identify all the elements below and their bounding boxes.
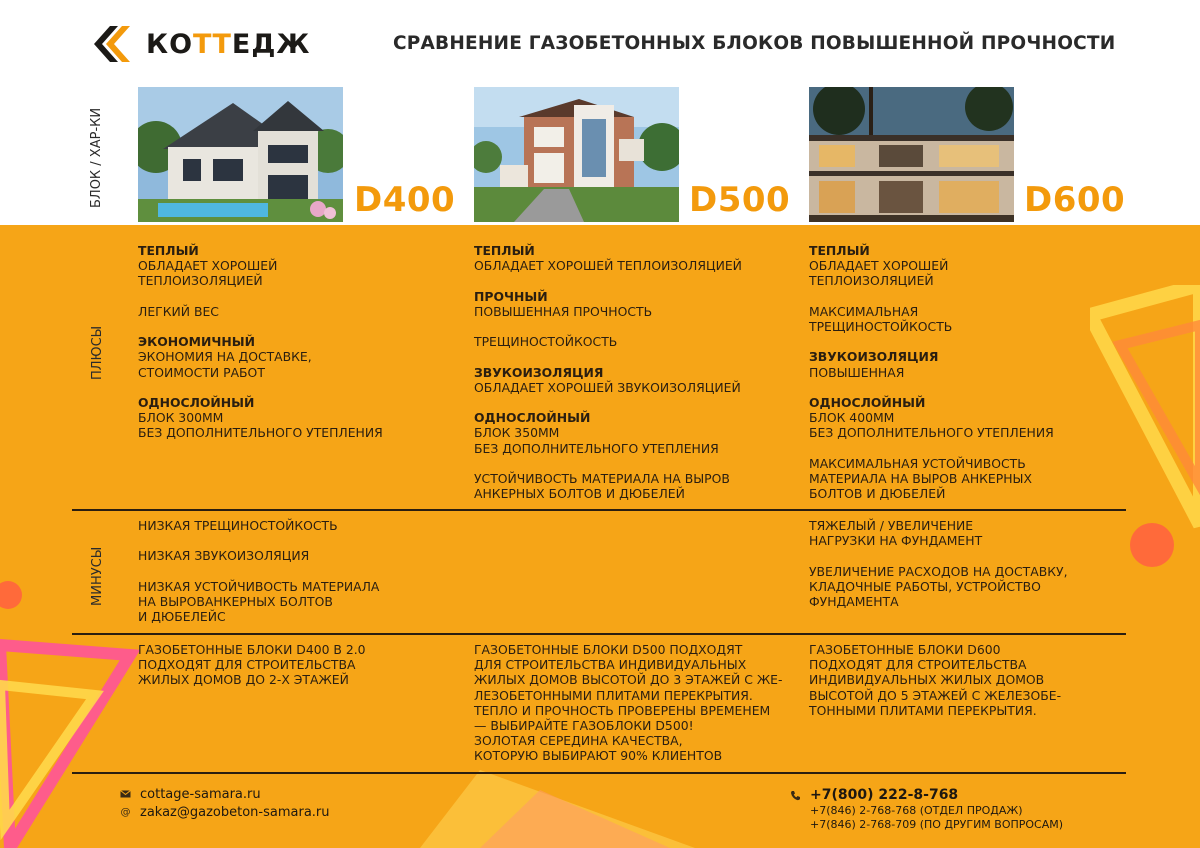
house-photo-d500 <box>474 87 679 222</box>
pro-item: ОДНОСЛОЙНЫЙ БЛОК 400ММ БЕЗ ДОПОЛНИТЕЛЬНОГО УТЕПЛЕНИЯ <box>809 394 1054 441</box>
con-item: НИЗКАЯ ЗВУКОИЗОЛЯЦИЯ <box>138 548 310 564</box>
header <box>0 0 1200 225</box>
pro-item: ТРЕЩИНОСТОЙКОСТЬ <box>474 334 618 350</box>
cons-d600 <box>809 518 1109 624</box>
divider-pros-cons <box>72 509 1126 511</box>
at-icon: @ <box>120 806 131 818</box>
pro-item: ЭКОНОМИЧНЫЙ ЭКОНОМИЯ НА ДОСТАВКЕ, СТОИМОСТИ РАБОТ <box>138 334 312 380</box>
phone-icon <box>790 790 801 801</box>
brand-name: КОТТЕДЖ <box>146 28 311 60</box>
pro-item: ТЕПЛЫЙ ОБЛАДАЕТ ХОРОШЕЙ ТЕПЛОИЗОЛЯЦИЕЙ <box>809 243 949 289</box>
usage-text: ГАЗОБЕТОННЫЕ БЛОКИ D600 ПОДХОДЯТ ДЛЯ СТРОИТЕЛЬСТВА ИНДИВИДУАЛЬНЫХ ЖИЛЫХ ДОМОВ ВЫСОТОЙ ДО 5 ЭТАЖЕЙ С ЖЕЛЕЗОБЕ- ТОННЫМИ ПЛИТАМИ ПЕРЕКРЫТИЯ. <box>809 642 1062 718</box>
usage-d600 <box>809 642 1109 733</box>
cons-d400 <box>138 518 458 640</box>
row-label-header: БЛОК / ХАР-КИ <box>89 107 104 208</box>
phone-other-link[interactable]: +7(846) 2-768-709 (ПО ДРУГИМ ВОПРОСАМ) <box>810 818 1064 831</box>
usage-text: ГАЗОБЕТОННЫЕ БЛОКИ D500 ПОДХОДЯТ ДЛЯ СТРОИТЕЛЬСТВА ИНДИВИДУАЛЬНЫХ ЖИЛЫХ ДОМОВ ВЫСОТОЙ ДО 3 ЭТАЖЕЙ С ЖЕ- ЛЕЗОБЕТОННЫМИ ПЛИТАМИ ПЕРЕКРЫТИЯ. ТЕПЛО И ПРОЧНОСТЬ ПРОВЕРЕНЫ ВРЕМЕНЕМ — ВЫБИРАЙТЕ ГАЗОБЛОКИ D500! ЗОЛОТАЯ СЕРЕДИНА КАЧЕСТВА, КОТОРУЮ ВЫБИРАЮТ 90% КЛИЕНТОВ <box>474 642 783 764</box>
con-item: НИЗКАЯ УСТОЙЧИВОСТЬ МАТЕРИАЛА НА ВЫРОВАНКЕРНЫХ БОЛТОВ И ДЮБЕЛЕЙС <box>138 578 380 625</box>
comparison-table <box>0 225 1200 848</box>
pros-d600 <box>809 243 1109 517</box>
con-item: ТЯЖЕЛЫЙ / УВЕЛИЧЕНИЕ НАГРУЗКИ НА ФУНДАМЕНТ <box>809 518 983 549</box>
phone-main-link[interactable]: +7(800) 222-8-768 <box>810 787 959 803</box>
pro-item: ОДНОСЛОЙНЫЙ БЛОК 300ММ БЕЗ ДОПОЛНИТЕЛЬНОГО УТЕПЛЕНИЯ <box>138 394 383 441</box>
website-link[interactable]: cottage-samara.ru <box>140 786 261 802</box>
email-link[interactable]: zakaz@gazobeton-samara.ru <box>140 804 330 820</box>
pro-item: УСТОЙЧИВОСТЬ МАТЕРИАЛА НА ВЫРОВ АНКЕРНЫХ БОЛТОВ И ДЮБЕЛЕЙ <box>474 470 730 502</box>
row-label-pros: ПЛЮСЫ <box>90 325 105 380</box>
pro-item: МАКСИМАЛЬНАЯ ТРЕЩИНОСТОЙКОСТЬ <box>809 303 953 334</box>
contacts-web <box>120 785 330 821</box>
usage-d400 <box>138 642 458 703</box>
grade-label-d600: D600 <box>1024 180 1126 220</box>
pros-d500 <box>474 243 794 517</box>
grade-label-d400: D400 <box>354 180 456 220</box>
mail-icon <box>120 789 131 800</box>
pro-item: ТЕПЛЫЙ ОБЛАДАЕТ ХОРОШЕЙ ТЕПЛОИЗОЛЯЦИЕЙ <box>138 243 278 289</box>
usage-text: ГАЗОБЕТОННЫЕ БЛОКИ D400 В 2.0 ПОДХОДЯТ ДЛЯ СТРОИТЕЛЬСТВА ЖИЛЫХ ДОМОВ ДО 2-Х ЭТАЖЕЙ <box>138 642 366 688</box>
page-title: СРАВНЕНИЕ ГАЗОБЕТОННЫХ БЛОКОВ ПОВЫШЕННОЙ ПРОЧНОСТИ <box>393 33 1116 54</box>
decorative-circle-right <box>1130 515 1180 575</box>
contacts-phones <box>790 786 1063 832</box>
pro-item: МАКСИМАЛЬНАЯ УСТОЙЧИВОСТЬ МАТЕРИАЛА НА ВЫРОВ АНКЕРНЫХ БОЛТОВ И ДЮБЕЛЕЙ <box>809 455 1032 502</box>
house-photo-d600 <box>809 87 1014 222</box>
phone-sales-link[interactable]: +7(846) 2-768-768 (ОТДЕЛ ПРОДАЖ) <box>810 804 1023 817</box>
pro-item: ЗВУКОИЗОЛЯЦИЯ ОБЛАДАЕТ ХОРОШЕЙ ЗВУКОИЗОЛЯЦИЕЙ <box>474 364 741 395</box>
divider-cons-usage <box>72 633 1126 635</box>
brand-logo[interactable] <box>88 24 310 64</box>
row-label-cons: МИНУСЫ <box>90 546 105 606</box>
con-item: УВЕЛИЧЕНИЕ РАСХОДОВ НА ДОСТАВКУ, КЛАДОЧНЫЕ РАБОТЫ, УСТРОЙСТВО ФУНДАМЕНТА <box>809 563 1068 609</box>
pro-item: ОДНОСЛОЙНЫЙ БЛОК 350ММ БЕЗ ДОПОЛНИТЕЛЬНОГО УТЕПЛЕНИЯ <box>474 410 719 456</box>
pro-item: ЛЕГКИЙ ВЕС <box>138 303 219 319</box>
divider-usage-footer <box>72 772 1126 774</box>
brand-mark-icon <box>88 24 132 64</box>
pro-item: ТЕПЛЫЙ ОБЛАДАЕТ ХОРОШЕЙ ТЕПЛОИЗОЛЯЦИЕЙ <box>474 243 742 274</box>
house-photo-d400 <box>138 87 343 222</box>
pros-d400 <box>138 243 458 456</box>
pro-item: ПРОЧНЫЙ ПОВЫШЕННАЯ ПРОЧНОСТЬ <box>474 288 653 319</box>
pro-item: ЗВУКОИЗОЛЯЦИЯ ПОВЫШЕННАЯ <box>809 349 939 380</box>
grade-label-d500: D500 <box>689 180 791 220</box>
usage-d500 <box>474 642 804 779</box>
con-item: НИЗКАЯ ТРЕЩИНОСТОЙКОСТЬ <box>138 518 338 533</box>
decorative-circle-left <box>0 575 30 615</box>
